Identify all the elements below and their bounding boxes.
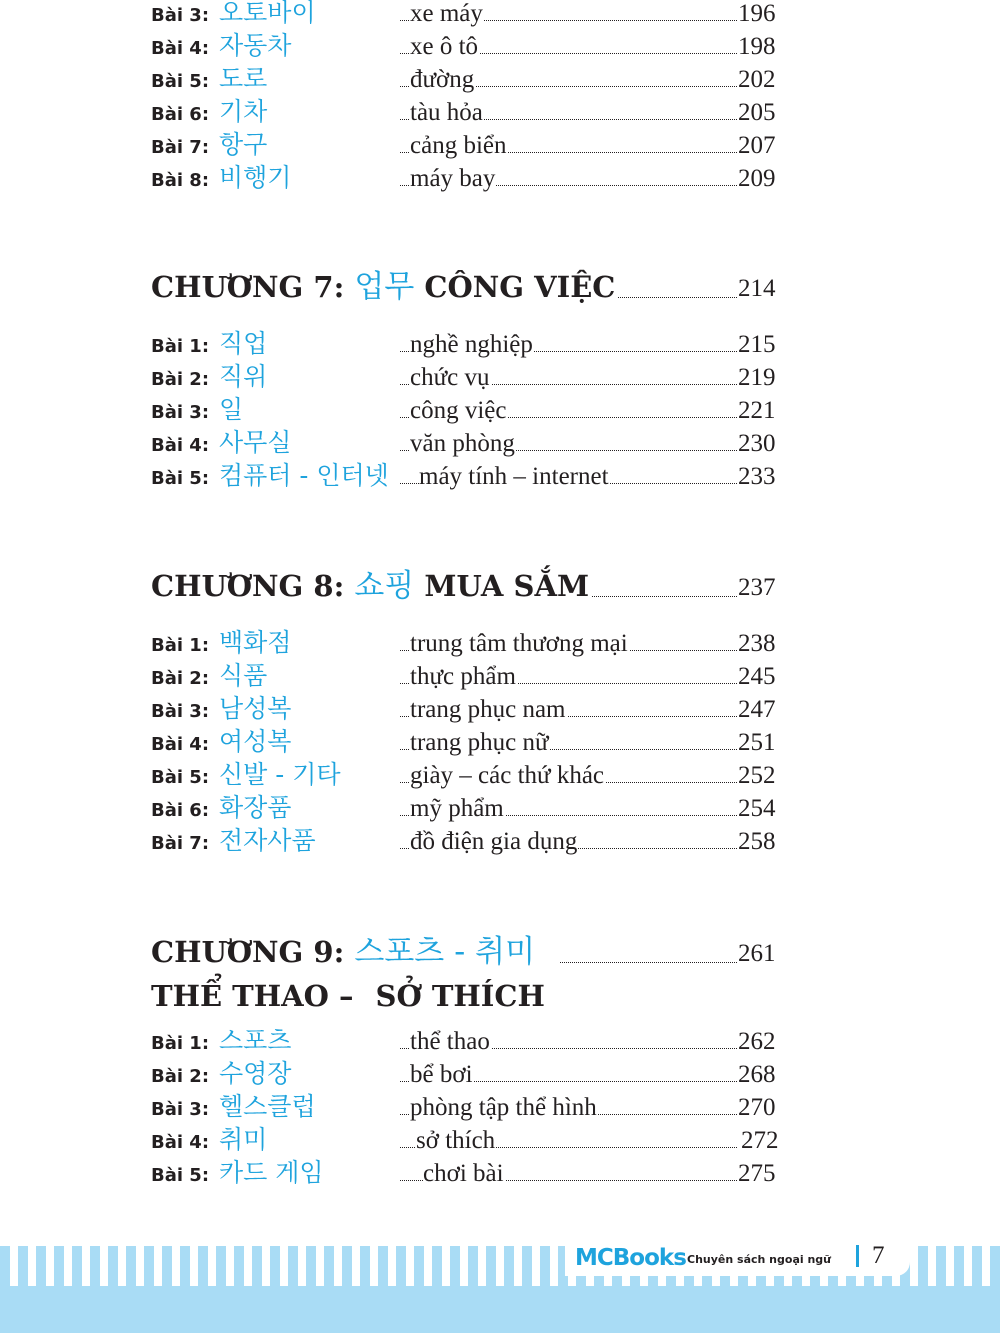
- lesson-vietnamese: giày – các thứ khác: [410, 762, 605, 789]
- lesson-label: Bài 5:: [151, 1165, 210, 1186]
- lesson-vietnamese: mỹ phẩm: [410, 795, 504, 822]
- lesson-korean: 남성복: [219, 694, 292, 723]
- toc-row[interactable]: [0, 628, 1000, 661]
- chapter-korean: 쇼핑: [354, 568, 415, 604]
- toc-row[interactable]: [0, 1026, 1000, 1059]
- lesson-page: 221: [738, 397, 776, 424]
- chapter-9-subtitle: [151, 976, 545, 1016]
- chapter-prefix: CHƯƠNG 8:: [151, 569, 345, 603]
- lesson-label: Bài 4:: [151, 38, 210, 59]
- toc-row[interactable]: [0, 694, 1000, 727]
- lesson-vietnamese: thực phẩm: [410, 663, 516, 690]
- lesson-label: Bài 5:: [151, 767, 210, 788]
- lesson-page: 247: [738, 696, 776, 723]
- lesson-page: 254: [738, 795, 776, 822]
- lesson-korean: 직업: [219, 329, 268, 358]
- chapter-korean: 업무: [354, 269, 415, 305]
- lesson-korean: 컴퓨터 - 인터넷: [219, 461, 389, 490]
- lesson-label: Bài 6:: [151, 800, 210, 821]
- page-footer: [0, 1240, 1000, 1333]
- lesson-label: Bài 5:: [151, 71, 210, 92]
- lesson-page: 196: [738, 0, 776, 27]
- lesson-label: Bài 7:: [151, 833, 210, 854]
- toc-row[interactable]: [0, 362, 1000, 395]
- chapter-page: 261: [738, 940, 776, 967]
- toc-row[interactable]: [0, 661, 1000, 694]
- lesson-page: 230: [738, 430, 776, 457]
- lesson-korean: 식품: [219, 661, 268, 690]
- lesson-korean: 일: [219, 395, 244, 424]
- lesson-page: 275: [738, 1160, 776, 1187]
- lesson-korean: 헬스클럽: [219, 1092, 316, 1121]
- lesson-page: 251: [738, 729, 776, 756]
- toc-row[interactable]: [0, 163, 1000, 196]
- chapter-vietnamese: MUA SẮM: [424, 569, 590, 603]
- chapter-prefix: CHƯƠNG 9:: [151, 935, 345, 969]
- chapter-page: 214: [738, 275, 776, 302]
- chapter-vietnamese: CÔNG VIỆC: [424, 270, 616, 304]
- lesson-korean: 화장품: [219, 793, 292, 822]
- toc-row[interactable]: [0, 826, 1000, 859]
- lesson-korean: 취미: [219, 1125, 268, 1154]
- lesson-vietnamese: thể thao: [410, 1028, 490, 1055]
- lesson-label: Bài 2:: [151, 1066, 210, 1087]
- footer-band: [0, 1286, 1000, 1333]
- lesson-label: Bài 1:: [151, 336, 210, 357]
- toc-row[interactable]: [0, 329, 1000, 362]
- lesson-vietnamese: máy tính – internet: [419, 463, 609, 490]
- lesson-label: Bài 6:: [151, 104, 210, 125]
- lesson-label: Bài 4:: [151, 734, 210, 755]
- lesson-label: Bài 2:: [151, 369, 210, 390]
- lesson-label: Bài 3:: [151, 5, 210, 26]
- toc-row[interactable]: [0, 760, 1000, 793]
- lesson-page: 272: [741, 1127, 779, 1154]
- lesson-label: Bài 1:: [151, 1033, 210, 1054]
- lesson-page: 202: [738, 66, 776, 93]
- lesson-label: Bài 4:: [151, 1132, 210, 1153]
- chapter-title: [151, 267, 617, 307]
- lesson-vietnamese: trang phục nam: [410, 696, 566, 723]
- chapter-8-heading[interactable]: [0, 566, 1000, 610]
- lesson-page: 209: [738, 165, 776, 192]
- lesson-vietnamese: phòng tập thể hình: [410, 1094, 597, 1121]
- dot-leader: [560, 962, 737, 963]
- lesson-korean: 오토바이: [219, 0, 316, 27]
- lesson-page: 219: [738, 364, 776, 391]
- chapter-title: [151, 932, 537, 972]
- lesson-label: Bài 7:: [151, 137, 210, 158]
- toc-row[interactable]: [0, 0, 1000, 31]
- lesson-page: 252: [738, 762, 776, 789]
- chapter-prefix: CHƯƠNG 7:: [151, 270, 345, 304]
- chapter-page: 237: [738, 574, 776, 601]
- lesson-label: Bài 3:: [151, 701, 210, 722]
- lesson-vietnamese: trung tâm thương mại: [410, 630, 628, 657]
- lesson-page: 262: [738, 1028, 776, 1055]
- lesson-korean: 사무실: [219, 428, 292, 457]
- lesson-vietnamese: xe máy: [410, 0, 483, 27]
- chapter-vietnamese-b: SỞ THÍCH: [375, 979, 545, 1013]
- lesson-korean: 비행기: [219, 163, 292, 192]
- lesson-vietnamese: văn phòng: [410, 430, 515, 457]
- lesson-vietnamese: xe ô tô: [410, 33, 479, 60]
- lesson-page: 245: [738, 663, 776, 690]
- lesson-label: Bài 1:: [151, 635, 210, 656]
- lesson-label: Bài 8:: [151, 170, 210, 191]
- lesson-korean: 항구: [219, 130, 268, 159]
- toc-row[interactable]: [0, 97, 1000, 130]
- brand-logo: MCBooks: [575, 1245, 686, 1271]
- toc-row[interactable]: [0, 1125, 1000, 1158]
- lesson-vietnamese: trang phục nữ: [410, 729, 549, 756]
- lesson-korean: 백화점: [219, 628, 292, 657]
- chapter-9-heading[interactable]: [0, 932, 1000, 976]
- toc-row[interactable]: [0, 31, 1000, 64]
- lesson-page: 207: [738, 132, 776, 159]
- toc-row[interactable]: [0, 461, 1000, 494]
- toc-row[interactable]: [0, 130, 1000, 163]
- lesson-vietnamese: máy bay: [410, 165, 496, 192]
- lesson-vietnamese: chức vụ: [410, 364, 490, 391]
- chapter-vietnamese-a: THỂ THAO –: [151, 979, 354, 1013]
- lesson-label: Bài 4:: [151, 435, 210, 456]
- lesson-korean: 신발 - 기타: [219, 760, 341, 789]
- lesson-korean: 여성복: [219, 727, 292, 756]
- lesson-label: Bài 3:: [151, 1099, 210, 1120]
- lesson-vietnamese: đồ điện gia dụng: [410, 828, 578, 855]
- chapter-korean: 스포츠 - 취미: [354, 934, 536, 970]
- toc-row[interactable]: [0, 727, 1000, 760]
- lesson-label: Bài 3:: [151, 402, 210, 423]
- lesson-vietnamese: công việc: [410, 397, 507, 424]
- lesson-vietnamese: sở thích: [416, 1127, 496, 1154]
- lesson-page: 198: [738, 33, 776, 60]
- lesson-page: 215: [738, 331, 776, 358]
- lesson-korean: 스포츠: [219, 1026, 292, 1055]
- lesson-page: 270: [738, 1094, 776, 1121]
- lesson-korean: 기차: [219, 97, 268, 126]
- toc-row[interactable]: [0, 1092, 1000, 1125]
- lesson-label: Bài 2:: [151, 668, 210, 689]
- lesson-page: 268: [738, 1061, 776, 1088]
- lesson-vietnamese: tàu hỏa: [410, 99, 483, 126]
- toc-row[interactable]: [0, 428, 1000, 461]
- page-number: 7: [872, 1242, 885, 1269]
- lesson-vietnamese: nghề nghiệp: [410, 331, 533, 358]
- lesson-korean: 도로: [219, 64, 268, 93]
- footer-divider: [856, 1245, 859, 1267]
- lesson-korean: 전자사품: [219, 826, 316, 855]
- lesson-korean: 자동차: [219, 31, 292, 60]
- lesson-vietnamese: chơi bài: [423, 1160, 504, 1187]
- lesson-label: Bài 5:: [151, 468, 210, 489]
- lesson-korean: 수영장: [219, 1059, 292, 1088]
- brand-tagline: Chuyên sách ngoại ngữ: [687, 1253, 831, 1266]
- lesson-vietnamese: cảng biển: [410, 132, 507, 159]
- chapter-title: [151, 566, 591, 606]
- lesson-page: 238: [738, 630, 776, 657]
- chapter-7-heading[interactable]: [0, 267, 1000, 311]
- lesson-page: 205: [738, 99, 776, 126]
- toc-row[interactable]: [0, 1158, 1000, 1191]
- toc-row[interactable]: [0, 1059, 1000, 1092]
- toc-row[interactable]: [0, 64, 1000, 97]
- lesson-vietnamese: đường: [410, 66, 475, 93]
- toc-row[interactable]: [0, 793, 1000, 826]
- lesson-korean: 직위: [219, 362, 268, 391]
- lesson-vietnamese: bể bơi: [410, 1061, 473, 1088]
- lesson-page: 233: [738, 463, 776, 490]
- lesson-korean: 카드 게임: [219, 1158, 324, 1187]
- lesson-page: 258: [738, 828, 776, 855]
- toc-row[interactable]: [0, 395, 1000, 428]
